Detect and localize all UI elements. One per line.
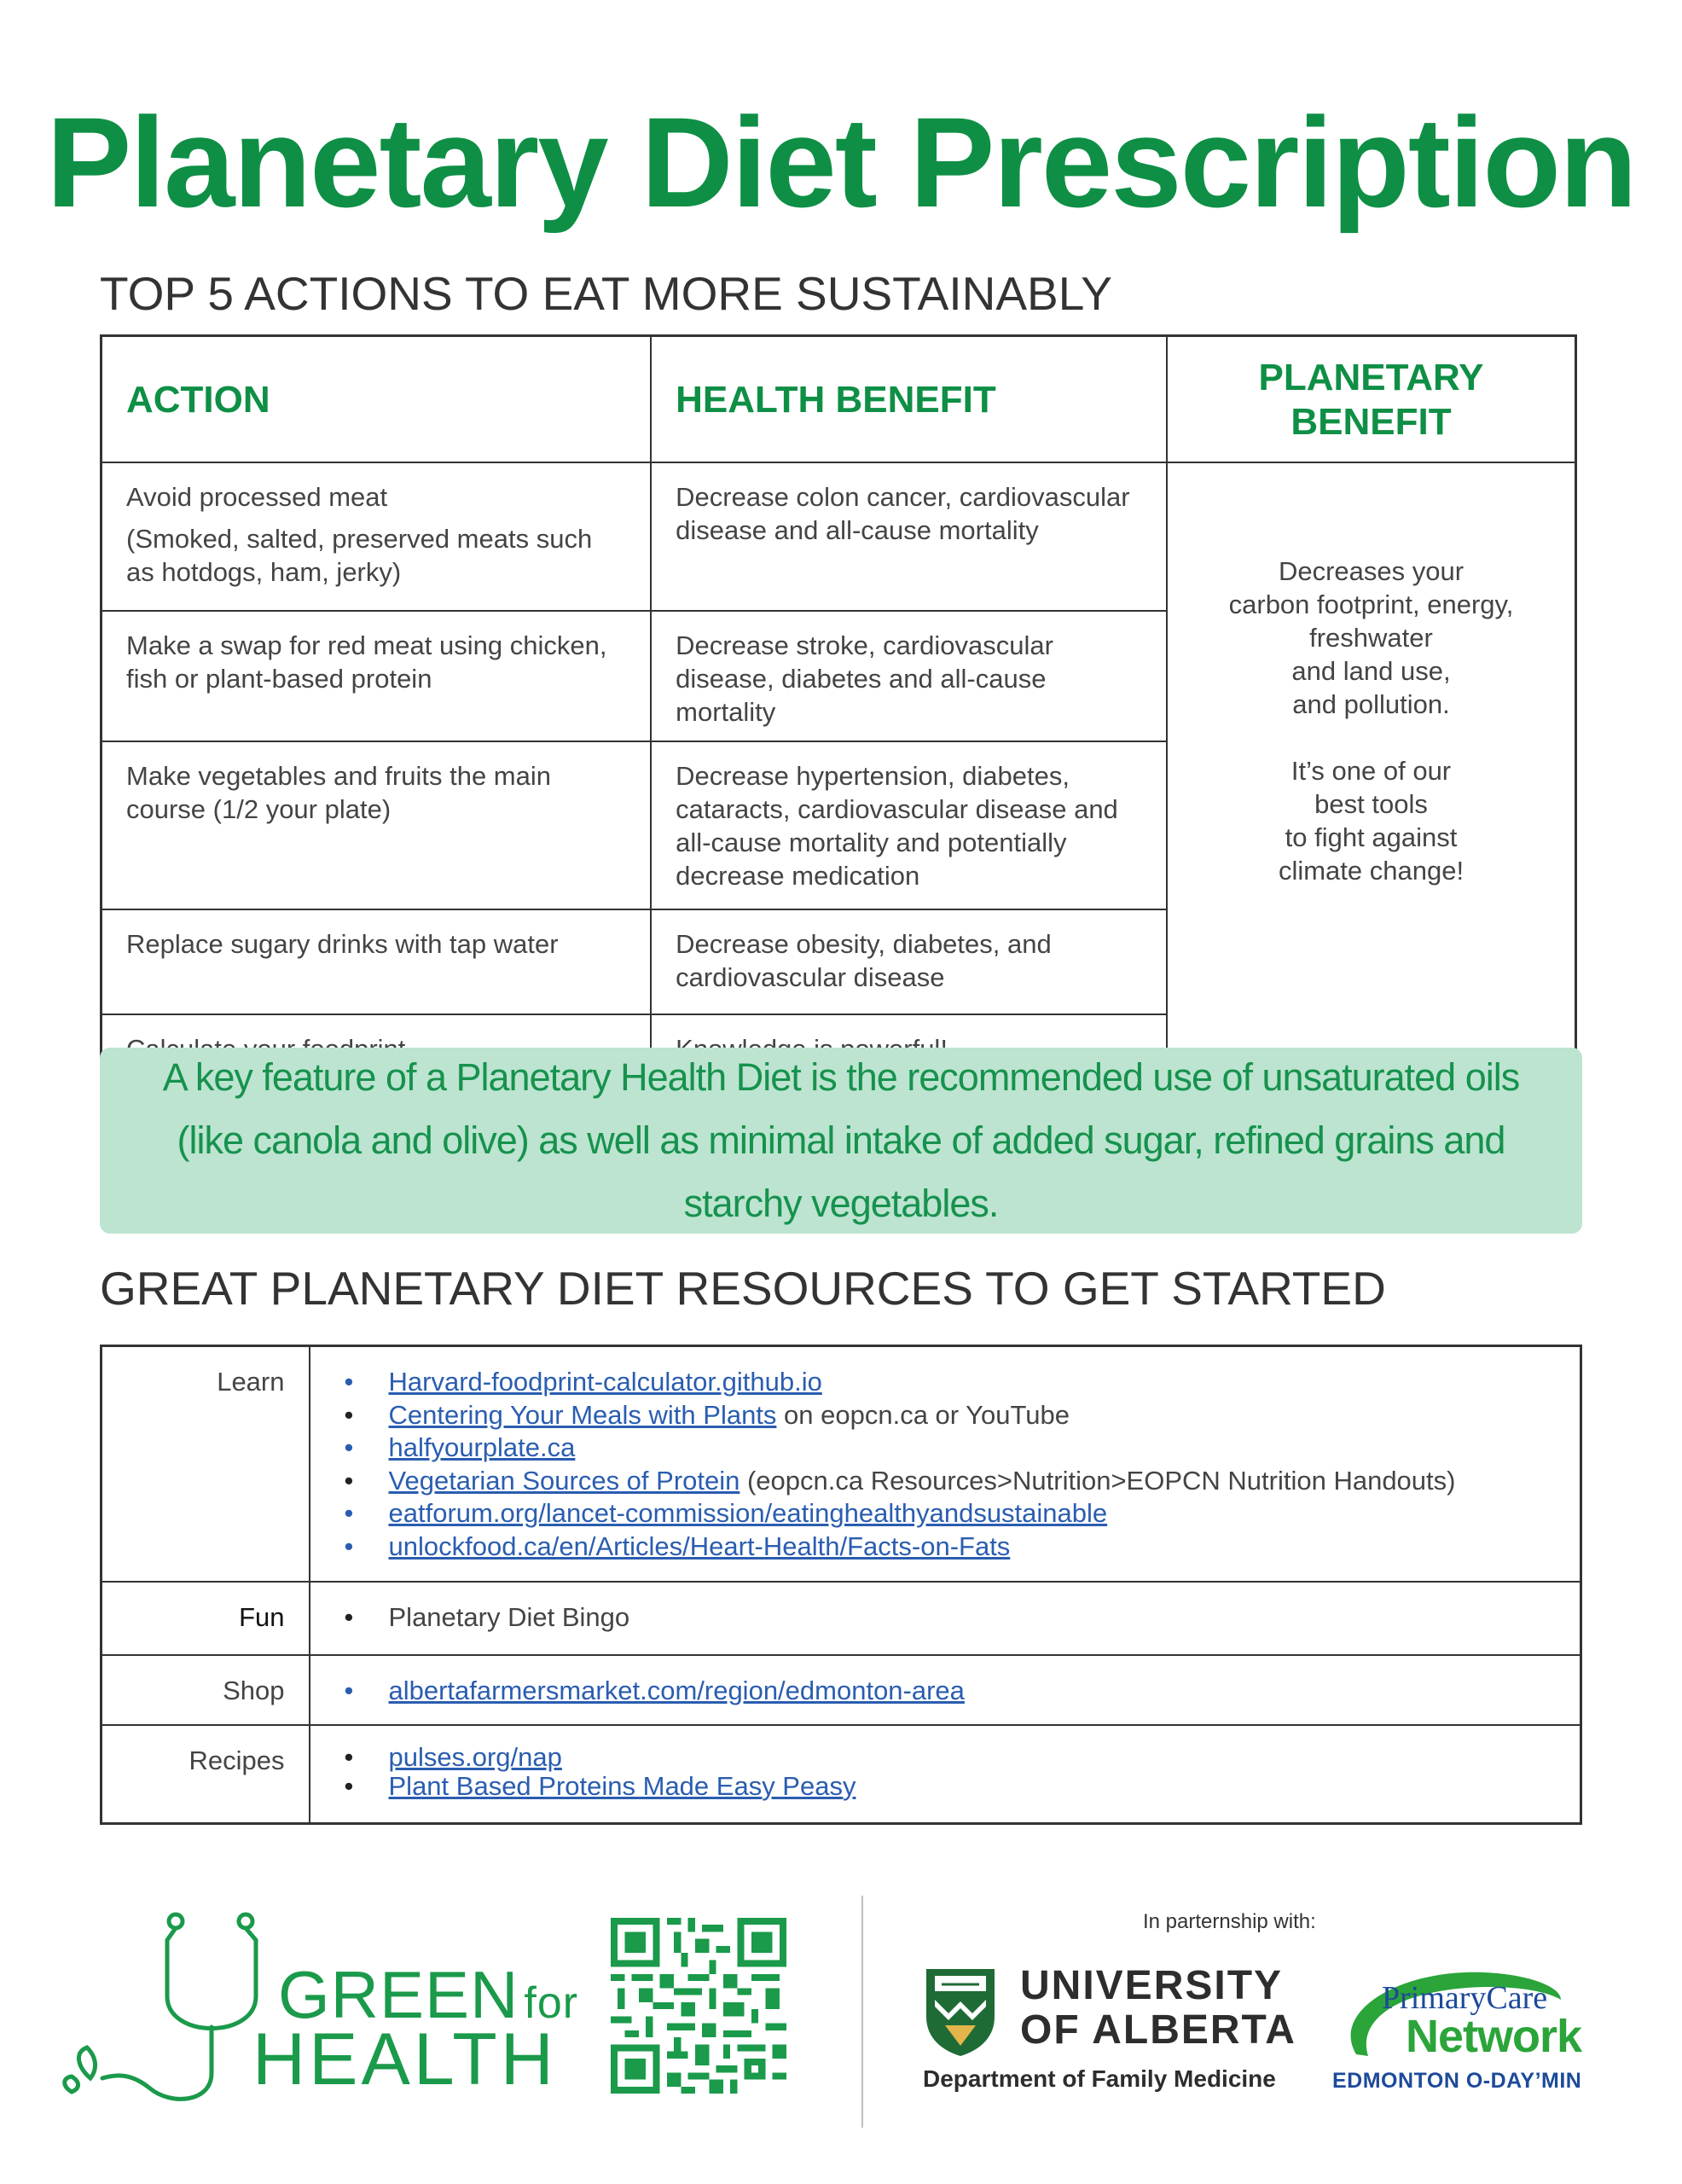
planetary-line: freshwater [1309, 623, 1433, 653]
resource-link-farmers-market[interactable]: albertafarmersmarket.com/region/edmonton-area [388, 1675, 965, 1705]
planetary-line: and pollution. [1292, 689, 1450, 720]
resource-link-plant-proteins[interactable]: Plant Based Proteins Made Easy Peasy [388, 1770, 856, 1801]
action-cell: Make a swap for red meat using chicken, fish or plant-based protein [102, 611, 652, 741]
health-cell: Decrease obesity, diabetes, and cardiovascular disease [651, 909, 1167, 1014]
action-text: Avoid processed meat [126, 482, 388, 512]
resource-list [345, 1743, 1563, 1801]
resources-table [100, 1345, 1582, 1825]
table-row [102, 462, 1576, 611]
list-item [345, 1675, 1563, 1708]
list-item [345, 1366, 1563, 1399]
planetary-line: best tools [1314, 789, 1428, 820]
action-cell [102, 462, 652, 611]
resource-list [345, 1366, 1563, 1563]
resource-list [345, 1675, 1563, 1708]
action-cell: Make vegetables and fruits the main course (1/2 your plate) [102, 741, 652, 909]
resource-suffix: (eopcn.ca Resources>Nutrition>EOPCN Nutrition Handouts) [740, 1465, 1456, 1496]
header-planetary-benefit: PLANETARY BENEFIT [1167, 336, 1576, 463]
resource-link-vegetarian-protein[interactable]: Vegetarian Sources of Protein [388, 1465, 740, 1496]
planetary-line: climate change! [1278, 856, 1464, 886]
logo-for-text: for [524, 1978, 579, 2028]
list-item [345, 1743, 1563, 1772]
partnership-label: In parternship with: [1143, 1910, 1316, 1933]
actions-header-row [102, 336, 1576, 463]
list-item [345, 1432, 1563, 1465]
resource-row-recipes [102, 1725, 1581, 1824]
planetary-line: to fight against [1285, 822, 1458, 853]
pcn-primary-text: Primary [1382, 1980, 1487, 2016]
health-cell: Decrease stroke, cardiovascular disease, diabetes and all-cause mortality [651, 611, 1167, 741]
resources-heading: GREAT PLANETARY DIET RESOURCES TO GET STARTED [100, 1262, 1386, 1315]
resource-category-learn: Learn [102, 1346, 310, 1582]
university-name [1020, 1964, 1296, 2053]
key-feature-callout [100, 1048, 1582, 1234]
resource-row-shop [102, 1655, 1581, 1725]
resource-category-recipes: Recipes [102, 1725, 310, 1824]
resource-row-learn [102, 1346, 1581, 1582]
resource-link-halfyourplate[interactable]: halfyourplate.ca [388, 1432, 576, 1462]
footer-divider [861, 1896, 863, 2128]
planetary-line: and land use, [1291, 656, 1451, 687]
resource-row-fun [102, 1582, 1581, 1655]
planetary-benefit-cell [1167, 462, 1576, 1083]
action-cell: Replace sugary drinks with tap water [102, 909, 652, 1014]
pcn-network-text: Network [1406, 2011, 1582, 2062]
key-feature-text: A key feature of a Planetary Health Diet is the recommended use of unsaturated oils (like canola and olive) as well as minimal intake of added sugar, refined grains and starchy vegetables. [162, 1055, 1520, 1225]
university-crest-icon [923, 1966, 998, 2058]
health-cell: Decrease colon cancer, cardiovascular disease and all-cause mortality [651, 462, 1167, 611]
list-item [345, 1531, 1563, 1564]
actions-heading: TOP 5 ACTIONS TO EAT MORE SUSTAINABLY [100, 267, 1112, 320]
logo-green-text: GREEN [278, 1957, 519, 2032]
resource-link-centering-meals[interactable]: Centering Your Meals with Plants [388, 1399, 777, 1430]
resource-link-eatforum[interactable]: eatforum.org/lancet-commission/eatinghealthyandsustainable [388, 1498, 1108, 1528]
list-item [345, 1772, 1563, 1801]
resource-category-shop: Shop [102, 1655, 310, 1725]
resource-items-learn [310, 1346, 1581, 1582]
resource-items-recipes [310, 1725, 1581, 1824]
university-line-2: OF ALBERTA [1020, 2007, 1296, 2053]
resource-suffix: on eopcn.ca or YouTube [776, 1399, 1070, 1430]
header-health-benefit: HEALTH BENEFIT [651, 336, 1167, 463]
planetary-line [1192, 721, 1551, 754]
pcn-logo-primary [1382, 1981, 1547, 2015]
logo-health-text: HEALTH [252, 2018, 557, 2100]
planetary-line: It’s one of our [1290, 756, 1452, 787]
resource-category-fun: Fun [102, 1582, 310, 1655]
pcn-care-text: Care [1486, 1980, 1548, 2016]
list-item [345, 1399, 1563, 1432]
department-name: Department of Family Medicine [923, 2065, 1276, 2092]
list-item [345, 1497, 1563, 1531]
planetary-line: Decreases your [1278, 556, 1464, 587]
resource-items-fun [310, 1582, 1581, 1655]
resource-link-harvard-foodprint[interactable]: Harvard-foodprint-calculator.github.io [388, 1367, 822, 1397]
pcn-edmonton-text: EDMONTON O-DAY’MIN [1332, 2069, 1582, 2093]
actions-table [100, 334, 1577, 1084]
action-note: (Smoked, salted, preserved meats such as hotdogs, ham, jerky) [126, 524, 593, 587]
university-line-1: UNIVERSITY [1020, 1963, 1284, 2008]
health-cell: Decrease hypertension, diabetes, cataracts, cardiovascular disease and all-cause mortality and potentially decrease medication [651, 741, 1167, 909]
planetary-line: carbon footprint, energy, [1228, 590, 1514, 620]
resource-link-pulses[interactable]: pulses.org/nap [388, 1741, 562, 1772]
list-item [345, 1465, 1563, 1498]
qr-code-icon[interactable] [607, 1918, 790, 2094]
header-action: ACTION [102, 336, 652, 463]
resource-list [345, 1601, 1563, 1635]
resource-link-unlockfood[interactable]: unlockfood.ca/en/Articles/Heart-Health/Facts-on-Fats [388, 1531, 1011, 1561]
list-item: • Planetary Diet Bingo [345, 1601, 1563, 1635]
page-title: Planetary Diet Prescription [46, 90, 1636, 234]
resource-items-shop [310, 1655, 1581, 1725]
